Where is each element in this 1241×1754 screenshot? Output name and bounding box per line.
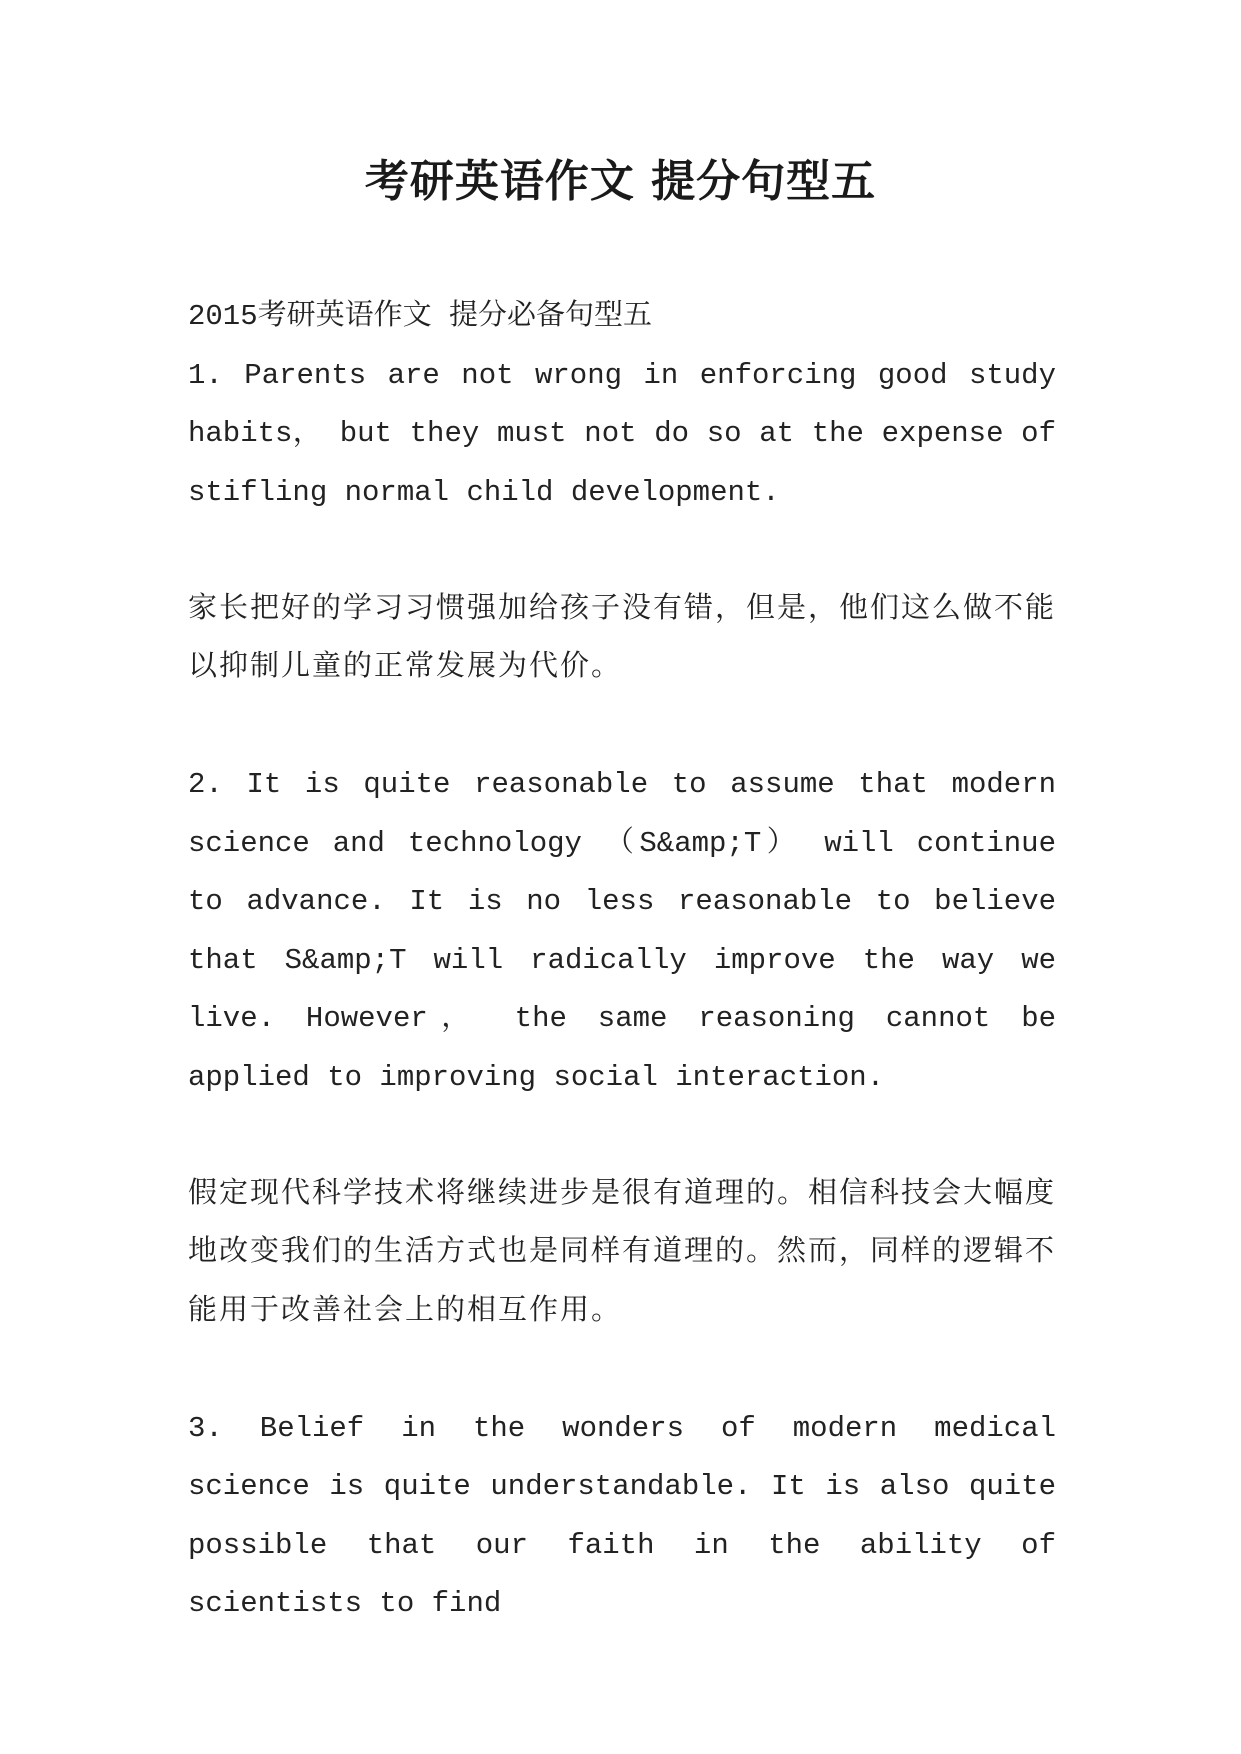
document-subtitle: 2015考研英语作文 提分必备句型五 [188,300,653,333]
sentence-2-chinese: 假定现代科学技术将继续进步是很有道理的。相信科技会大幅度地改变我们的生活方式也是同样有道理的。然而，同样的逻辑不能用于改善社会上的相互作用。 [188,1177,1057,1328]
paragraph-gap [188,1341,1056,1400]
sentence-1-chinese: 家长把好的学习习惯强加给孩子没有错，但是，他们这么做不能以抑制儿童的正常发展为代价。 [188,592,1057,684]
document-body [188,288,1056,1634]
document-title: 考研英语作文 提分句型五 [364,156,877,207]
paragraph-gap [188,1107,1056,1166]
paragraph-gap [188,698,1056,757]
sentence-1-english: 1. Parents are not wrong in enforcing good study habits， but they must not do so at the expense of stifling normal child development. [188,358,1056,509]
paragraph-gap [188,522,1056,581]
sentence-3-english: 3. Belief in the wonders of modern medical science is quite understandable. It is also quite possible that our faith in the ability of scientists to find [188,1411,1056,1620]
sentence-2-english: 2. It is quite reasonable to assume that modern science and technology （S&amp;T） will continue to advance. It is no less reasonable to believe that S&amp;T will radically improve the way we live. However， the same reasoning cannot be applied to improving social interaction. [188,768,1056,1094]
